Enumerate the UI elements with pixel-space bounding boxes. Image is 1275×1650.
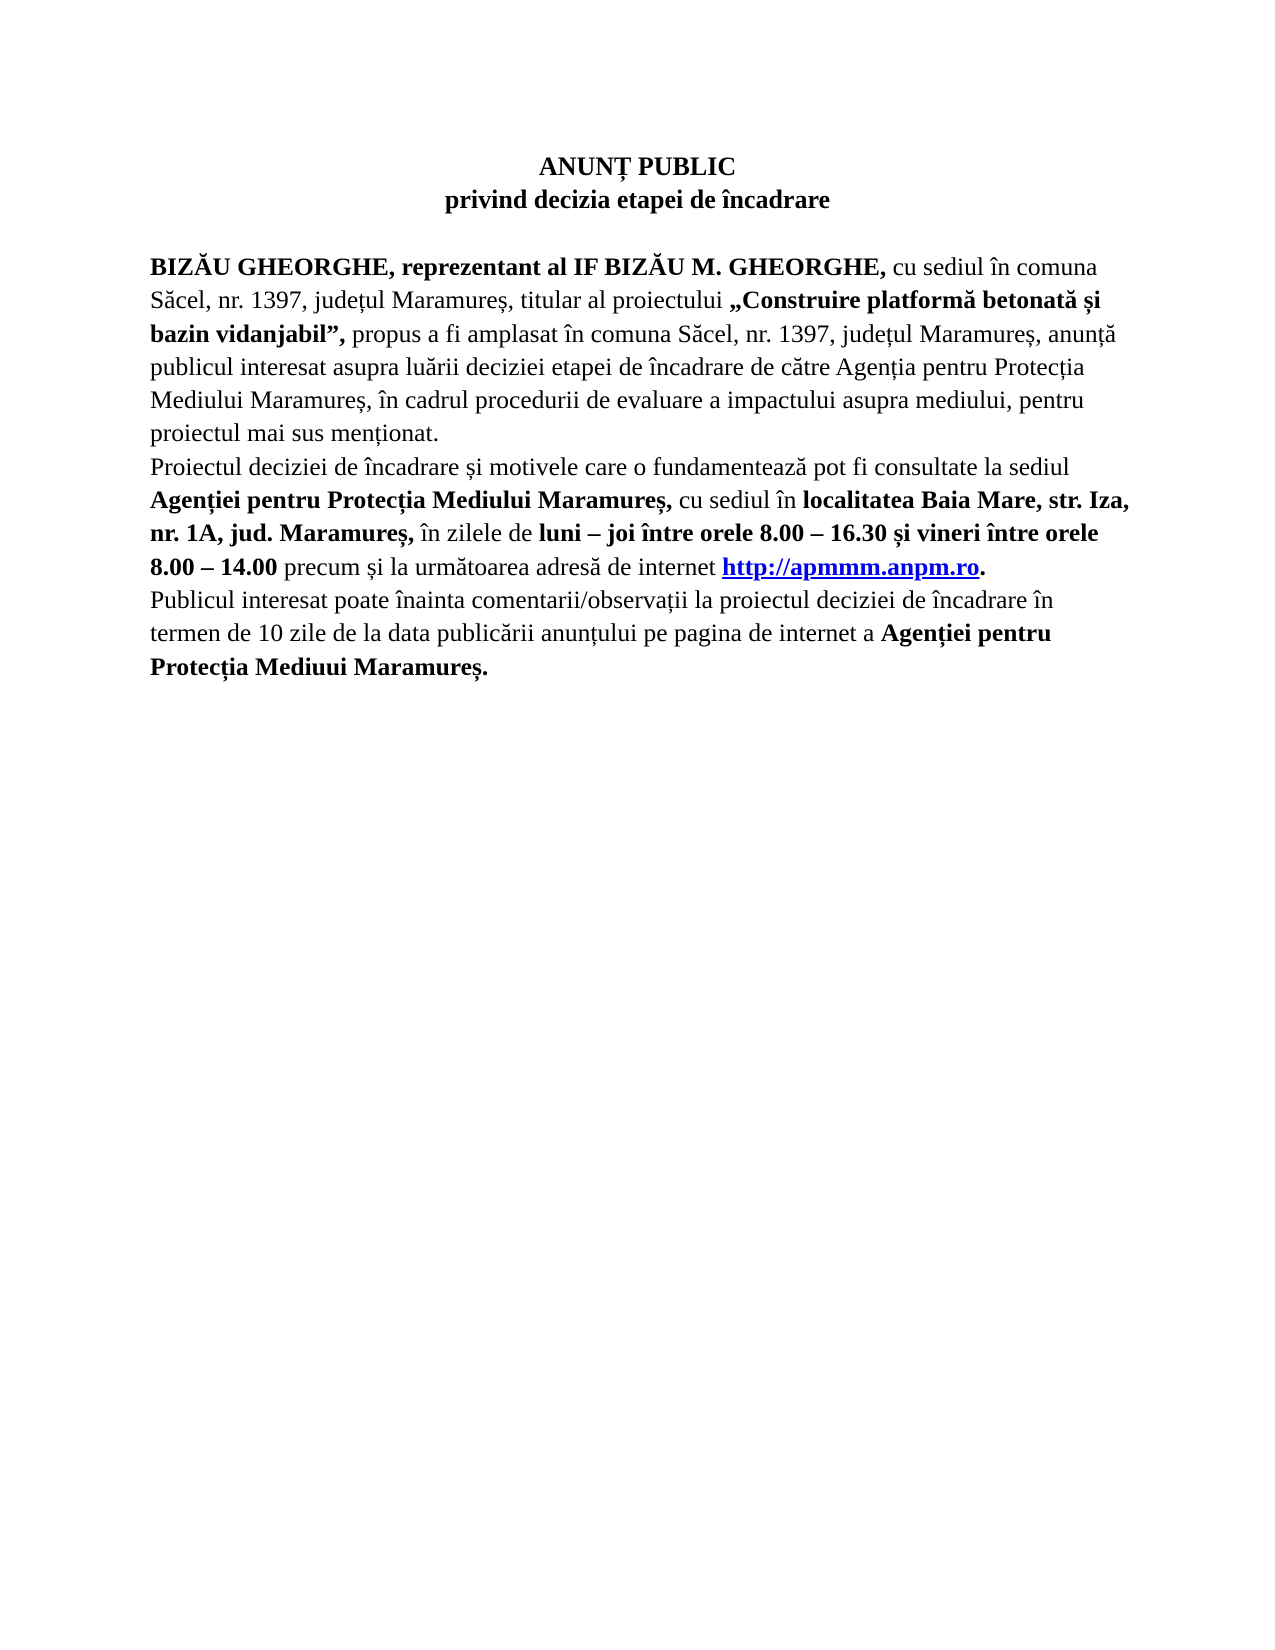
agency-name-closing: Agenției pentru Protecția Mediuui Maramureș. [150, 618, 1052, 681]
consultation-text-2: cu sediul în [672, 485, 803, 515]
document-body [150, 250, 1130, 683]
link-period: . [979, 551, 986, 581]
comments-text: Publicul interesat poate înainta comentarii/observații la proiectul deciziei de încadrare în termen de 10 zile de la data publicării anunțului pe pagina de internet a [150, 584, 1054, 648]
announcement-text: propus a fi amplasat în comuna Săcel, nr. 1397, județul Maramureș, anunță publicul interesat asupra luării deciziei etapei de încadrare de către Agenția pentru Protecția Mediului Maramureș, în cadrul procedurii de evaluare a impactului asupra mediului, pentru proiectul mai sus menționat. [150, 318, 1117, 448]
consultation-text-3: în zilele de [414, 518, 539, 548]
document-subtitle: privind decizia etapei de încadrare [444, 185, 831, 214]
project-name: „Construire platformă betonată și bazin vidanjabil”, [150, 285, 1101, 348]
consultation-text: Proiectul deciziei de încadrare și motivele care o fundamentează pot fi consultate la sediul [150, 451, 1070, 481]
paragraph-comments [150, 583, 1130, 683]
paragraph-consultation [150, 450, 1130, 583]
agency-address: localitatea Baia Mare, str. Iza, nr. 1A, jud. Maramureș, [150, 485, 1130, 548]
document-heading [0, 150, 1275, 216]
document-title: ANUNȚ PUBLIC [538, 152, 737, 181]
applicant-name: BIZĂU GHEORGHE, reprezentant al IF BIZĂU M. GHEORGHE, [150, 252, 887, 281]
agency-name: Agenției pentru Protecția Mediului Maramureș, [150, 485, 673, 515]
office-hours: luni – joi între orele 8.00 – 16.30 și vineri între orele 8.00 – 14.00 [150, 518, 1099, 581]
applicant-address: cu sediul în comuna Săcel, nr. 1397, județul Maramureș, titular al proiectului [150, 252, 1098, 315]
paragraph-announcement [150, 250, 1130, 450]
website-link[interactable]: http://apmmm.anpm.ro [722, 551, 980, 581]
consultation-text-4: precum și la următoarea adresă de internet [277, 551, 723, 581]
